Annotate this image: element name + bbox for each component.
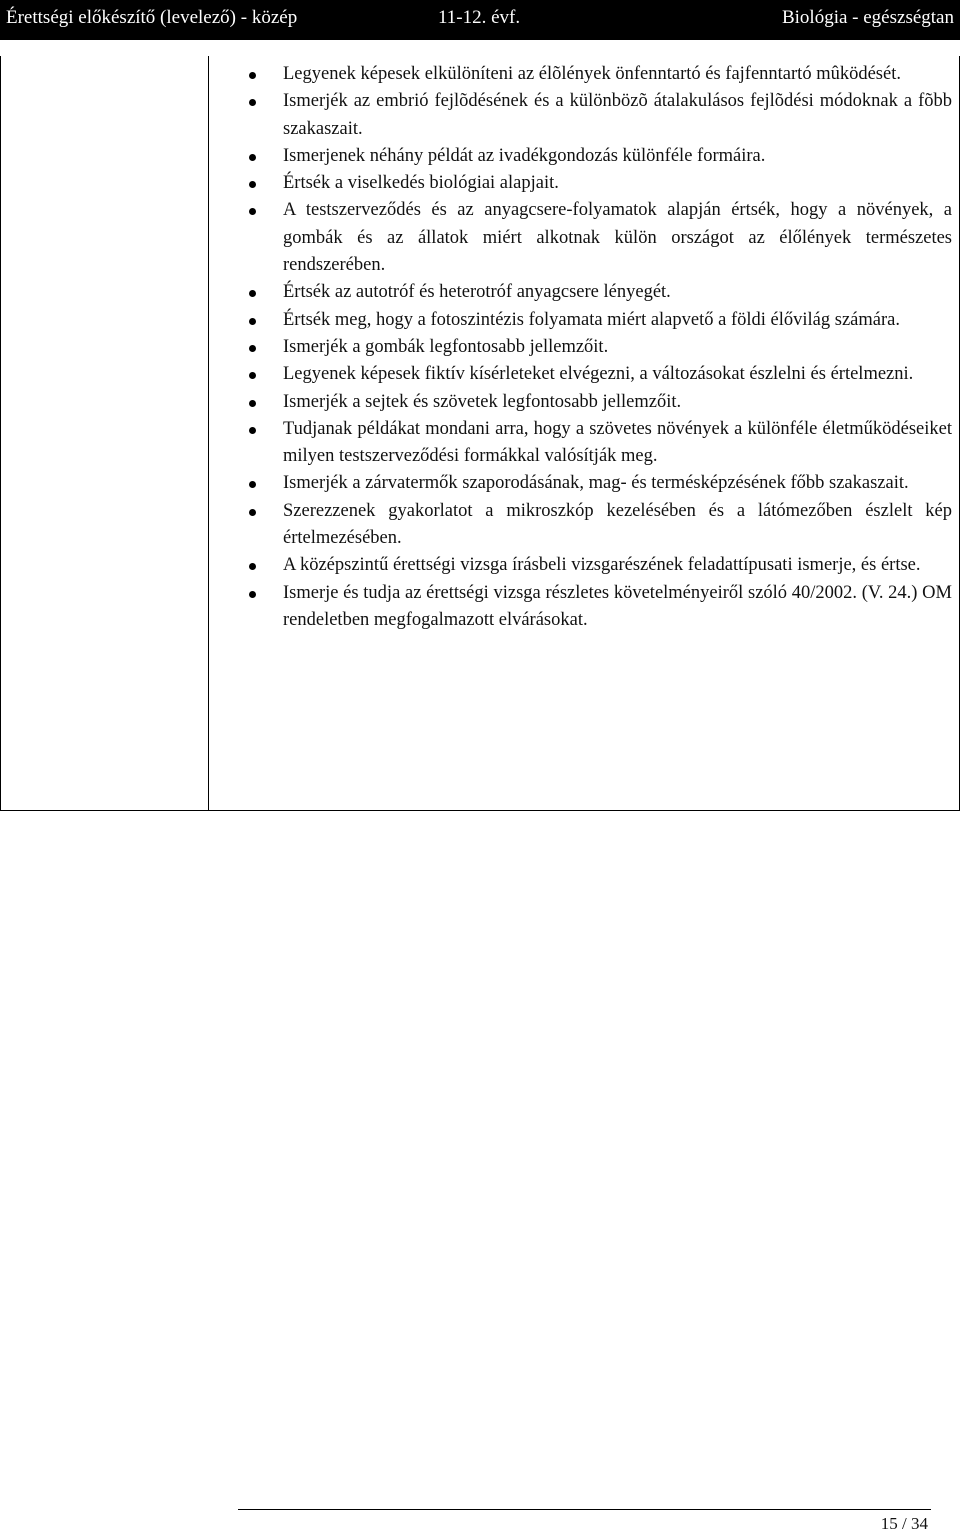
bullet-icon [249,345,256,352]
list-item-text: Tudjanak példákat mondani arra, hogy a szövetes növények a különféle életműködéseiket milyen testszerveződési formákkal valósítják meg. [283,418,952,467]
list-item-text: Szerezzenek gyakorlatot a mikroszkóp kezelésében és a látómezőben észlelt kép értelmezésében. [283,500,952,549]
header-subject: Biológia - egészségtan [781,7,954,28]
page-number: 15 / 34 [880,1514,928,1533]
list-item-text: Értsék az autotróf és heterotróf anyagcsere lényegét. [283,282,671,303]
bullet-icon [249,481,256,488]
bullet-icon [249,372,256,379]
list-item [249,416,952,471]
page-header [0,0,960,40]
list-item [249,307,952,334]
list-item-text: Ismerjék az embrió fejlõdésének és a különbözõ átalakulásos fejlõdési módoknak a fõbb szakaszait. [283,91,952,139]
list-item [249,361,952,388]
list-item [249,143,952,170]
list-item [249,498,952,553]
objectives-table [0,56,960,811]
list-item-text: Ismerje és tudja az érettségi vizsga részletes követelményeiről szóló 40/2002. (V. 24.) OM rendeletben megfogalmazott elvárásokat. [283,582,952,630]
list-item-text: A középszintű érettségi vizsga írásbeli vizsgarészének feladattípusati ismerje, és értse. [283,555,921,576]
list-item [249,197,952,279]
footer-rule [238,1509,931,1510]
list-item-text: Ismerjék a zárvatermők szaporodásának, mag- és termésképzésének főbb szakaszait. [283,473,909,494]
header-grade: 11-12. évf. [438,7,521,28]
list-item-text: Értsék a viselkedés biológiai alapjait. [283,173,559,194]
header-course-title: Érettségi előkészítő (levelező) - közép [6,7,298,28]
bullet-icon [249,318,256,325]
bullet-icon [249,563,256,570]
list-item [249,88,952,143]
bullet-icon [249,427,256,434]
table-column-divider [208,56,209,810]
list-item [249,552,952,579]
list-item-text: Legyenek képesek fiktív kísérleteket elvégezni, a változásokat észlelni és értelmezni. [283,364,914,385]
list-item [249,470,952,497]
bullet-icon [249,154,256,161]
bullet-icon [249,99,256,106]
list-item [249,170,952,197]
bullet-icon [249,509,256,516]
bullet-icon [249,400,256,407]
objectives-list [249,61,952,634]
bullet-icon [249,181,256,188]
list-item [249,389,952,416]
list-item-text: Ismerjenek néhány példát az ivadékgondozás különféle formáira. [283,145,766,166]
list-item [249,61,952,88]
list-item-text: Értsék meg, hogy a fotoszintézis folyamata miért alapvető a földi élővilág számára. [283,309,900,330]
bullet-icon [249,290,256,297]
list-item-text: A testszerveződés és az anyagcsere-folyamatok alapján értsék, hogy a növények, a gombák és az állatok miért alkotnak külön országot az élőlények természetes rendszerében. [283,200,952,276]
list-item [249,334,952,361]
list-item [249,279,952,306]
list-item-text: Legyenek képesek elkülöníteni az élõlények önfenntartó és fajfenntartó mûködését. [283,64,901,84]
list-item-text: Ismerjék a gombák legfontosabb jellemzőit. [283,336,609,357]
bullet-icon [249,72,256,79]
list-item-text: Ismerjék a sejtek és szövetek legfontosabb jellemzőit. [283,391,682,412]
list-item [249,580,952,635]
bullet-icon [249,208,256,215]
bullet-icon [249,591,256,598]
